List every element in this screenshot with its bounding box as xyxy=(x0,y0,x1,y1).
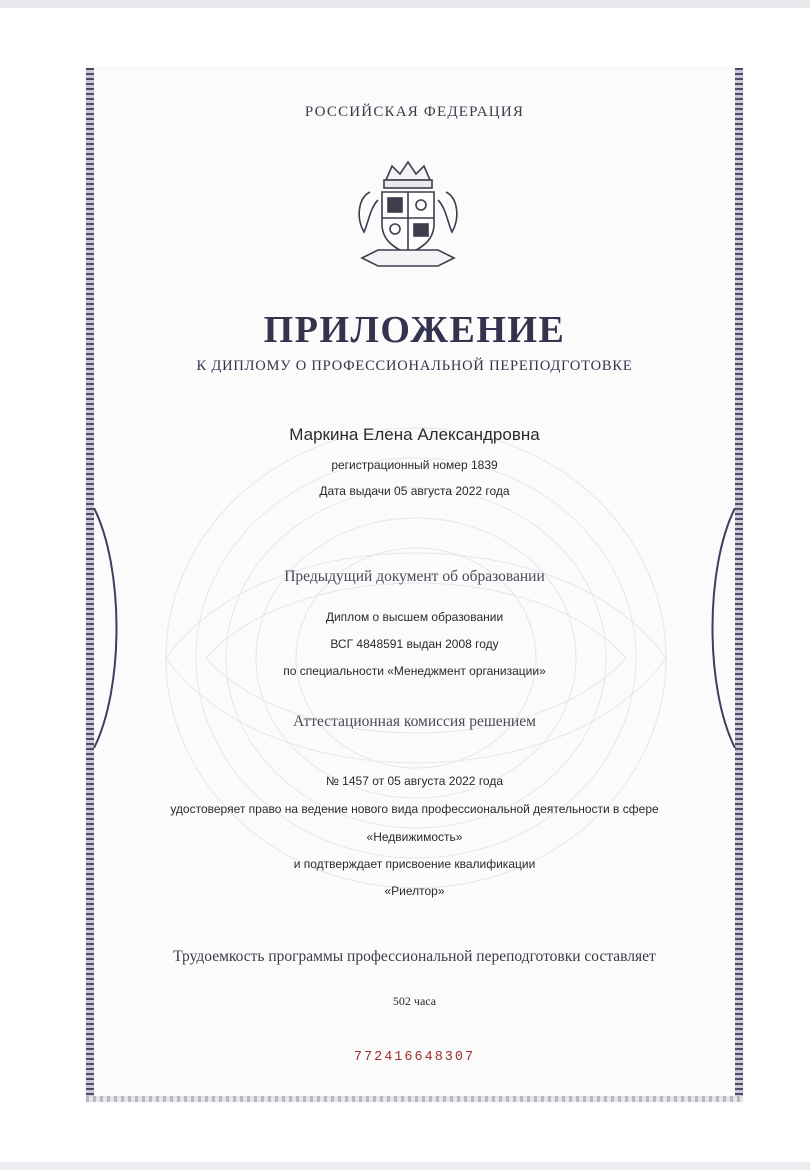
qualification-text: и подтверждает присвоение квалификации xyxy=(293,857,536,871)
diploma-appendix-sheet xyxy=(86,68,743,1102)
workload-heading: Трудоемкость программы профессиональной переподготовки составляет xyxy=(173,948,656,965)
bottom-band xyxy=(0,1162,810,1170)
previous-document-type: Диплом о высшем образовании xyxy=(325,610,504,624)
right-edge-curve xyxy=(699,508,739,748)
previous-document-specialty: по специальности «Менеджмент организации» xyxy=(283,664,546,678)
left-edge-curve xyxy=(90,508,130,748)
registration-number: регистрационный номер 1839 xyxy=(331,458,498,472)
qualification-name: «Риелтор» xyxy=(384,884,445,898)
activity-field: «Недвижимость» xyxy=(366,830,463,844)
document-subtitle: К ДИПЛОМУ О ПРОФЕССИОНАЛЬНОЙ ПЕРЕПОДГОТОВКЕ xyxy=(196,358,633,374)
holder-name: Маркина Елена Александровна xyxy=(289,425,540,444)
attestation-right-text: удостоверяет право на ведение нового вида профессиональной деятельности в сфере xyxy=(170,802,659,816)
previous-document-heading: Предыдущий документ об образовании xyxy=(284,568,545,585)
attestation-decision: № 1457 от 05 августа 2022 года xyxy=(325,774,504,788)
country-name: РОССИЙСКАЯ ФЕДЕРАЦИЯ xyxy=(304,104,525,120)
attestation-heading: Аттестационная комиссия решением xyxy=(293,713,536,730)
previous-document-number: ВСГ 4848591 выдан 2008 году xyxy=(330,637,499,651)
document-title: ПРИЛОЖЕНИЕ xyxy=(263,309,566,351)
issue-date: Дата выдачи 05 августа 2022 года xyxy=(319,484,510,498)
serial-number: 772416648307 xyxy=(353,1050,476,1065)
workload-hours: 502 часа xyxy=(392,994,437,1008)
bottom-security-strip xyxy=(86,1096,743,1102)
coat-of-arms-icon xyxy=(348,158,468,272)
top-band xyxy=(0,0,810,8)
